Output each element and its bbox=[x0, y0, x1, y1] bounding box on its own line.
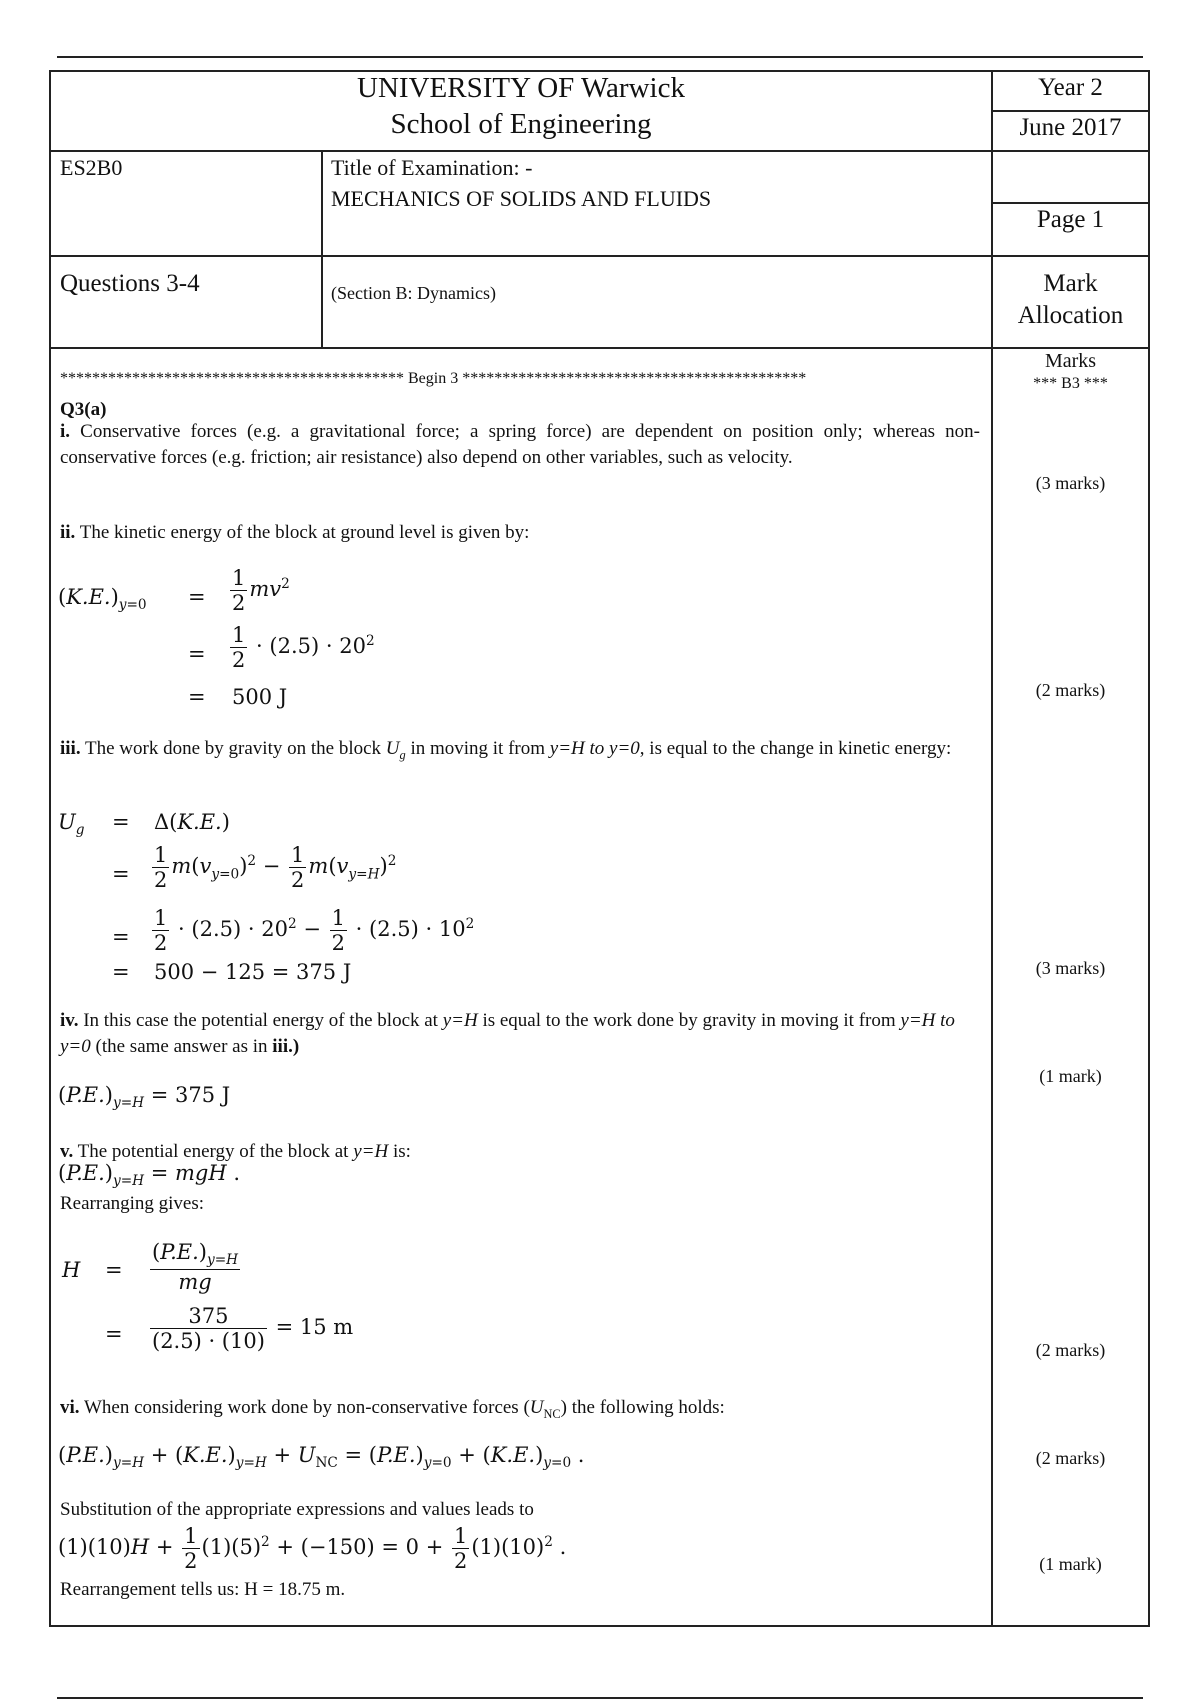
grid-line bbox=[49, 347, 1150, 349]
ke-lhs: $(K.E.)_{y=0}$ bbox=[58, 585, 147, 614]
grid-line bbox=[991, 110, 1150, 112]
equals-sign: = bbox=[188, 642, 206, 666]
equals-sign: = bbox=[112, 862, 130, 886]
mark-allocation-label: Mark Allocation bbox=[1017, 270, 1124, 329]
grid-line bbox=[991, 202, 1150, 204]
exam-title: MECHANICS OF SOLIDS AND FLUIDS bbox=[331, 186, 712, 211]
bottom-rule bbox=[57, 1697, 1143, 1699]
ke-line1: $\frac{1}{2}$ $mv^2$ bbox=[232, 566, 290, 616]
year-label: Year 2 bbox=[1038, 74, 1103, 101]
question-label: Q3(a) bbox=[60, 399, 107, 420]
exam-date: June 2017 bbox=[1019, 114, 1122, 141]
rearrangement-result: Rearrangement tells us: H = 18.75 m. bbox=[60, 1579, 346, 1600]
part-ii: ii. The kinetic energy of the block at ground level is given by: bbox=[60, 522, 530, 543]
ug-result: 500 − 125 = 375 J bbox=[154, 960, 352, 984]
ke-result: 500 J bbox=[232, 685, 288, 709]
part-i: i. Conservative forces (e.g. a gravitational force; a spring force) are dependent on position only; whereas non-conservative forces (e.g. friction; air resistance) also depend on other variables, such as velocity. bbox=[60, 421, 981, 468]
rearranging-label: Rearranging gives: bbox=[60, 1193, 205, 1214]
h-line1: $\frac{(P.E.)_{y=H}}{mg}$ bbox=[152, 1240, 239, 1294]
marks-part-vi-b: (1 mark) bbox=[1039, 1554, 1102, 1574]
pe-equation: $(P.E.)_{y=H} = 375$ J bbox=[58, 1083, 231, 1112]
part-v: v. The potential energy of the block at y=H is: bbox=[60, 1141, 411, 1162]
grid-line bbox=[49, 255, 1150, 257]
grid-line bbox=[321, 150, 323, 347]
equals-sign: = bbox=[188, 585, 206, 609]
marks-part-ii: (2 marks) bbox=[1035, 680, 1106, 700]
begin-separator: ******************************************* Begin 3 ******************************************* bbox=[60, 370, 807, 387]
equals-sign: = bbox=[112, 810, 130, 834]
exam-title-label: Title of Examination: - bbox=[331, 155, 533, 180]
top-rule bbox=[57, 56, 1143, 58]
marks-part-v: (2 marks) bbox=[1035, 1340, 1106, 1360]
substitution-text: Substitution of the appropriate expressions and values leads to bbox=[60, 1499, 534, 1520]
equals-sign: = bbox=[105, 1258, 123, 1282]
page-number: Page 1 bbox=[1036, 206, 1105, 233]
equals-sign: = bbox=[188, 685, 206, 709]
marks-heading: Marks bbox=[1044, 350, 1097, 372]
energy-balance-equation: $(P.E.)_{y=H} + (K.E.)_{y=H} + U_{NC} = (P.E.)_{y=0} + (K.E.)_{y=0}$ . bbox=[58, 1443, 585, 1472]
university-name: UNIVERSITY OF Warwick bbox=[357, 72, 685, 104]
substitution-equation: (1)(10)H + $\frac{1}{2}$ $(1)(5)^2 + (-150) = 0$ + $\frac{1}{2}$ $(1)(10)^2$ . bbox=[58, 1524, 567, 1574]
ug-line2: $\frac{1}{2}$ $m(v_{y=0})^2$ − $\frac{1}{2}$ $m(v_{y=H})^2$ bbox=[154, 843, 397, 893]
questions-label: Questions 3-4 bbox=[60, 270, 200, 297]
grid-line bbox=[49, 150, 1150, 152]
ke-line2: $\frac{1}{2}$ · $(2.5) \cdot 20^2$ bbox=[232, 623, 375, 673]
part-iii: iii. The work done by gravity on the block $U_g$ in moving it from y=H to y=0, is equal to the change in kinetic energy: bbox=[60, 738, 952, 762]
marks-part-i: (3 marks) bbox=[1035, 473, 1106, 493]
equals-sign: = bbox=[105, 1322, 123, 1346]
h-line2: $\frac{375}{(2.5) \cdot (10)}$ = 15 m bbox=[152, 1304, 354, 1354]
ug-line3: $\frac{1}{2}$ · $(2.5) \cdot 20^2$ − $\frac{1}{2}$ · $(2.5) \cdot 10^2$ bbox=[154, 906, 475, 956]
part-vi: vi. When considering work done by non-conservative forces $(U_{NC})$ the following holds: bbox=[60, 1397, 725, 1421]
ug-line1: Δ(K.E.) bbox=[154, 810, 230, 834]
part-iv: iv. In this case the potential energy of the block at y=H is equal to the work done by gravity in moving it from y=H to y=0 (the same answer as in iii.) bbox=[60, 1010, 955, 1057]
course-code: ES2B0 bbox=[60, 155, 123, 180]
school-name: School of Engineering bbox=[390, 108, 652, 140]
section-label: (Section B: Dynamics) bbox=[331, 283, 496, 303]
ug-lhs: $U_g$ bbox=[58, 810, 85, 839]
h-lhs: H bbox=[62, 1258, 81, 1282]
marks-part-vi-a: (2 marks) bbox=[1035, 1448, 1106, 1468]
marks-part-iv: (1 mark) bbox=[1039, 1066, 1102, 1086]
marks-part-iii: (3 marks) bbox=[1035, 958, 1106, 978]
grid-line bbox=[991, 70, 993, 1627]
equals-sign: = bbox=[112, 925, 130, 949]
equals-sign: = bbox=[112, 960, 130, 984]
pe-formula: $(P.E.)_{y=H}$ = mgH . bbox=[58, 1161, 241, 1190]
marks-code: *** B3 *** bbox=[1033, 375, 1108, 392]
